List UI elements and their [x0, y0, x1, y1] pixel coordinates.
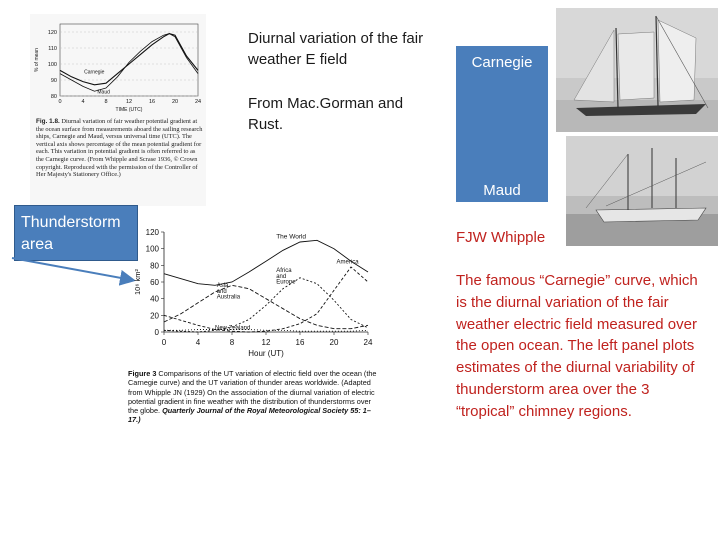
y-tick-label: 40: [150, 294, 159, 304]
label-asia-and: and: [216, 288, 227, 295]
label-the-world: The World: [276, 233, 307, 241]
arrow-line: [12, 258, 132, 280]
y-tick-label: 100: [145, 244, 159, 254]
x-tick-label: 8: [104, 99, 108, 105]
x-tick-label: 12: [261, 338, 271, 347]
x-axis-label: TIME (UTC): [115, 107, 143, 113]
label-asia: Asia: [216, 283, 229, 289]
x-tick-label: 4: [81, 99, 85, 105]
thunderstorm-area-label: Thunderstorm area: [21, 214, 121, 253]
y-tick-label: 120: [145, 228, 159, 237]
curve-label-carnegie: Carnegie: [84, 69, 105, 76]
y-tick-label: 0: [154, 328, 159, 337]
label-africa: Africa: [276, 268, 292, 274]
y-tick-label: 60: [150, 278, 159, 287]
y-tick-label: 80: [50, 94, 57, 100]
x-tick-label: 8: [229, 338, 235, 347]
x-tick-label: 24: [194, 99, 202, 105]
figure-3-caption-journal: Quarterly Journal of the Royal Meteorological Society 55: 1–17.): [128, 406, 371, 425]
figure-3-caption-head: Figure 3: [128, 369, 157, 378]
x-tick-label: 0: [58, 99, 62, 105]
maud-label: Maud: [483, 182, 521, 199]
y-tick-label: 100: [47, 62, 57, 68]
series-line-new-zealand: [164, 330, 368, 332]
x-tick-label: 20: [329, 338, 339, 347]
figure-3-caption-body: Comparisons of the UT variation of electric field over the ocean (the Carnegie curve) and the UT variation of thunder areas worldwide. (Adapted from Whipple JN (1929) On the association of the diurnal variation of electric potential gradient in fine weather with the distribution of thunderstorms over the globe.: [128, 369, 377, 416]
x-tick-label: 0: [161, 338, 167, 347]
y-tick-label: 20: [150, 311, 159, 321]
figure-1-caption-head: Fig. 1.8.: [36, 118, 60, 125]
x-tick-label: 16: [295, 338, 305, 347]
whipple-label: FJW Whipple: [456, 229, 546, 246]
carnegie-description: The famous “Carnegie” curve, which is the diurnal variation of the fair weather electric field measured over the open ocean. The left panel plots estimates of the diurnal variability of thunderstorm area over the 3 “tropical” chimney regions.: [456, 272, 698, 420]
x-axis-label: Hour (UT): [248, 349, 284, 358]
label-europe: Europe: [276, 279, 296, 286]
x-tick-label: 24: [363, 338, 373, 347]
y-tick-label: 120: [47, 30, 57, 36]
y-axis-label: % of mean: [34, 48, 40, 72]
carnegie-label: Carnegie: [471, 54, 533, 71]
label-australia: Australia: [216, 294, 241, 301]
label-america: America: [336, 259, 359, 266]
slide-title: Diurnal variation of the fair weather E field: [248, 30, 424, 68]
series-line-america: [164, 267, 368, 332]
y-tick-label: 90: [50, 78, 57, 84]
x-tick-label: 20: [171, 99, 179, 105]
x-tick-label: 16: [148, 99, 156, 105]
x-tick-label: 12: [125, 99, 133, 105]
y-tick-label: 110: [48, 46, 57, 52]
figure-3-caption: [128, 369, 382, 425]
label-new-zealand: New Zealand: [215, 325, 251, 332]
x-tick-label: 4: [195, 338, 201, 347]
y-tick-label: 80: [150, 261, 159, 271]
figure-1-caption-body: Diurnal variation of fair weather potential gradient at the ocean surface from measurements aboard the sailing research ships, Carnegie and Maud, versus universal time (UTC). The vertical axis shows percentage of the mean potential gradient for each. This variation in potential gradient is often referred to as the Carnegie curve. (From Whipple and Scrase 1936, © Crown copyright. Reproduced with the permission of the Controller of Her Majesty's Stationery Office.): [36, 118, 203, 179]
y-axis-label: 10⁶ km²: [133, 268, 142, 296]
label-africa-and: and: [276, 273, 287, 280]
series-line-asia-and-australia: [164, 285, 368, 328]
thunderstorm-area-chart: [128, 220, 378, 365]
slide-citation: From Mac.Gorman and Rust.: [248, 95, 404, 133]
curve-label-maud: Maud: [97, 89, 110, 96]
